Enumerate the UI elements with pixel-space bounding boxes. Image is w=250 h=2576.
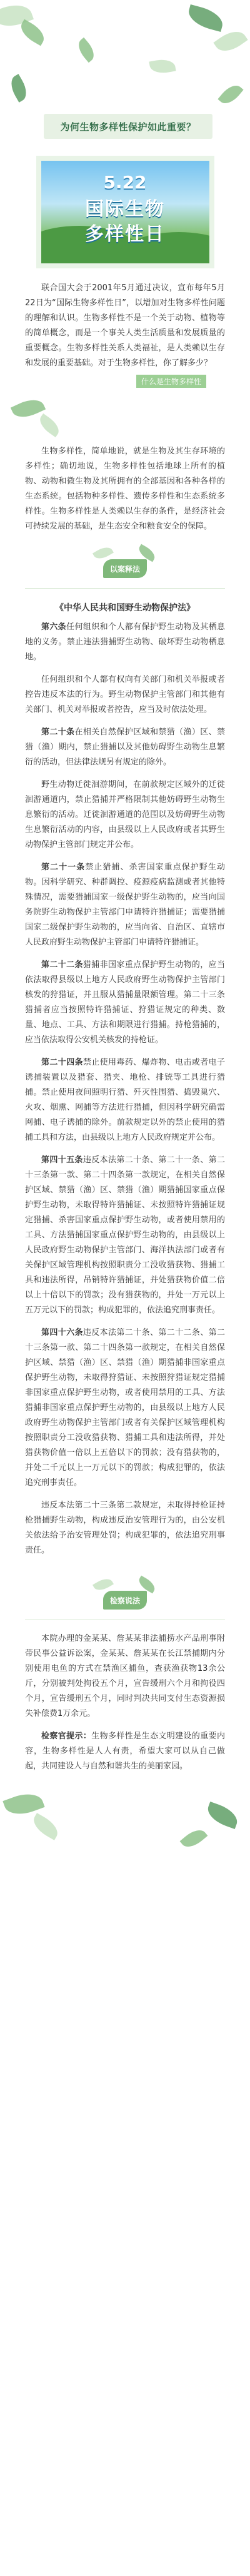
leaf-decoration — [17, 19, 48, 46]
poster-date: 5.22 — [103, 172, 147, 193]
definition-paragraph: 生物多样性，简单地说，就是生物及其生存环境的多样性；确切地说，生物多样性包括地球上所有的植物、动物和微生物及其所拥有的全部基因和各种各样的生态系统。包括物种多样性、遗传多样性和生态系统多样性。生物多样性是人类赖以生存的条件，是经济社会可持续发展的基础，是生态安全和粮食安全的保障。 — [25, 447, 225, 531]
article-text: 猎捕非国家重点保护野生动物的，应当依法取得县级以上地方人民政府野生动物保护主管部门核发的狩猎证，并且服从猎捕量限额管理。第二十三条猎捕者应当按照特许猎捕证、狩猎证规定的种类、数量、地点、工具、方法和期限进行猎捕。持枪猎捕的，应当依法取得公安机关核发的持枪证。 — [25, 960, 225, 1045]
biodiversity-day-poster — [36, 156, 214, 268]
law-article — [0, 958, 250, 1048]
tip-text: 生物多样性是生态文明建设的重要内容，生物多样性是人人有责，希望大家可以从自己做起，共同建设人与自然和谐共生的美丽家园。 — [25, 1732, 225, 1771]
prosecutor-tip — [0, 1729, 250, 1774]
leaf-decoration — [6, 74, 31, 103]
section-badge: 以案释法 — [103, 559, 147, 578]
divider — [25, 588, 225, 589]
law-article — [0, 778, 250, 853]
law-article — [0, 1498, 250, 1558]
article-lead: 第四十六条 — [41, 1328, 83, 1337]
leaf-decoration — [149, 58, 176, 76]
law-article — [0, 1153, 250, 1318]
intro-paragraph: 联合国大会于2001年5月通过决议，宣布每年5月22日为“国际生物多样性日”，以增加对生物多样性问题的理解和认识。生物多样性不是一个关于动物、植物等的简单概念，而是一个事关人类生活质量和发展质量的重要概念。生物多样性关系人类福祉，是人类赖以生存和发展的重要基础。对于生物多样性，你了解多少？ — [25, 283, 225, 368]
case-paragraph: 本院办理的金某某、詹某某非法捕捞水产品刑事附带民事公益诉讼案，金某某、詹某某在长江禁捕期内分别使用电鱼的方式在禁渔区捕鱼，查获渔获物13余公斤，分别被判处拘役五个月，宣告缓刑六个月和拘役四个月，宣告缓刑五个月，同时判决共同支付生态资源损失补偿费1万余元。 — [25, 1634, 225, 1718]
article-text: 禁止使用毒药、爆炸物、电击或者电子诱捕装置以及猎套、猎夹、地枪、排铳等工具进行猎捕。禁止使用夜间照明行猎、歼灭性围猎、捣毁巢穴、火攻、烟熏、网捕等方法进行猎捕，但因科学研究确需网捕、电子诱捕的除外。前款规定以外的禁止使用的猎捕工具和方法，由县级以上地方人民政府规定并公布。 — [25, 1058, 225, 1142]
law-article — [0, 1055, 250, 1145]
footer-decoration — [0, 1782, 250, 1875]
law-article — [0, 725, 250, 770]
tip-lead: 检察官提示： — [41, 1732, 92, 1741]
article-lead: 第四十五条 — [41, 1155, 83, 1165]
article-text: 在相关自然保护区域和禁猎（渔）区、禁猎（渔）期内，禁止猎捕以及其他妨碍野生动物生息繁衍的活动，但法律法规另有规定的除外。 — [25, 728, 225, 767]
article-text: 违反本法第二十条、第二十一条、第二十三条第一款、第二十四条第一款规定，在相关自然保护区域、禁猎（渔）区、禁猎（渔）期猎捕国家重点保护野生动物，未取得特许猎捕证、未按照特许猎捕证规定猎捕、杀害国家重点保护野生动物，或者使用禁用的工具、方法猎捕国家重点保护野生动物的，由县级以上人民政府野生动物保护主管部门、海洋执法部门或者有关保护区域管理机构按照职责分工没收猎获物、猎捕工具和违法所得，吊销特许猎捕证，并处猎获物价值二倍以上十倍以下的罚款；没有猎获物的，并处一万元以上五万元以下的罚款；构成犯罪的，依法追究刑事责任。 — [25, 1155, 225, 1315]
article-lead: 第二十条 — [41, 728, 75, 737]
law-article — [0, 672, 250, 718]
article-lead: 第二十一条 — [41, 863, 86, 872]
leaf-decoration — [186, 4, 226, 32]
law-article — [0, 860, 250, 950]
article-lead: 第六条 — [41, 622, 67, 632]
law-article — [0, 620, 250, 665]
article-text: 违反本法第二十条、第二十二条、第二十三条第一款、第二十四条第一款规定，在相关自然保护区域、禁猎（渔）区、禁猎（渔）期猎捕非国家重点保护野生动物，未取得狩猎证、未按照狩猎证规定猎捕非国家重点保护野生动物，或者使用禁用的工具、方法猎捕非国家重点保护野生动物的，由县级以上地方人民政府野生动物保护主管部门或者有关保护区域管理机构按照职责分工没收猎获物、猎捕工具和违法所得，并处猎获物价值一倍以上五倍以下的罚款；没有猎获物的，并处二千元以上一万元以下的罚款；构成犯罪的，依法追究刑事责任。 — [25, 1328, 225, 1488]
hero-title: 为何生物多样性保护如此重要？ — [60, 121, 196, 133]
leaf-decoration — [36, 413, 63, 437]
section-header — [0, 534, 250, 588]
article-lead: 第二十四条 — [41, 1058, 83, 1067]
article-text: 野生动物迁徙洄游期间，在前款规定区域外的迁徙洄游通道内，禁止猎捕并严格限制其他妨碍野生动物生息繁衍的活动。迁徙洄游通道的范围以及妨碍野生动物生息繁衍活动的内容，由县级以上人民政府或者其野生动物保护主管部门规定并公布。 — [25, 780, 225, 849]
poster-title-line2: 多样性日 — [85, 223, 165, 245]
law-article — [0, 1326, 250, 1491]
article-text: 任何组织和个人都有权向有关部门和机关举报或者控告违反本法的行为。野生动物保护主管部门和其他有关部门、机关对举报或者控告，应当及时依法处理。 — [25, 675, 225, 714]
leaf-decoration — [74, 38, 98, 63]
article-text: 任何组织和个人都有保护野生动物及其栖息地的义务。禁止违法猎捕野生动物、破坏野生动物栖息地。 — [25, 622, 225, 662]
hero-header — [0, 0, 250, 153]
article-text: 违反本法第二十三条第二款规定，未取得持枪证持枪猎捕野生动物，构成违反治安管理行为的，由公安机关依法给予治安管理处罚；构成犯罪的，依法追究刑事责任。 — [25, 1501, 225, 1555]
hero-title-banner — [44, 114, 212, 139]
section-header — [0, 1566, 250, 1620]
question-label: 什么是生物多样性 — [136, 375, 206, 388]
article-text: 禁止猎捕、杀害国家重点保护野生动物。因科学研究、种群调控、疫源疫病监测或者其他特殊情况，需要猎捕国家一级保护野生动物的，应当向国务院野生动物保护主管部门申请特许猎捕证；需要猎捕国家二级保护野生动物的，应当向省、自治区、直辖市人民政府野生动物保护主管部门申请特许猎捕证。 — [25, 863, 225, 947]
poster-title-line1: 国际生物 — [85, 198, 165, 220]
leaf-decoration — [29, 1813, 62, 1840]
leaf-decoration — [218, 81, 243, 108]
leaf-divider — [0, 388, 250, 444]
leaf-decoration — [180, 1825, 208, 1852]
question-label-row — [0, 375, 250, 388]
law-title: 《中华人民共和国野生动物保护法》 — [55, 603, 195, 613]
article-lead: 第二十二条 — [41, 960, 83, 970]
section-badge: 检察说法 — [103, 1591, 147, 1610]
leaf-decoration — [204, 1802, 241, 1829]
